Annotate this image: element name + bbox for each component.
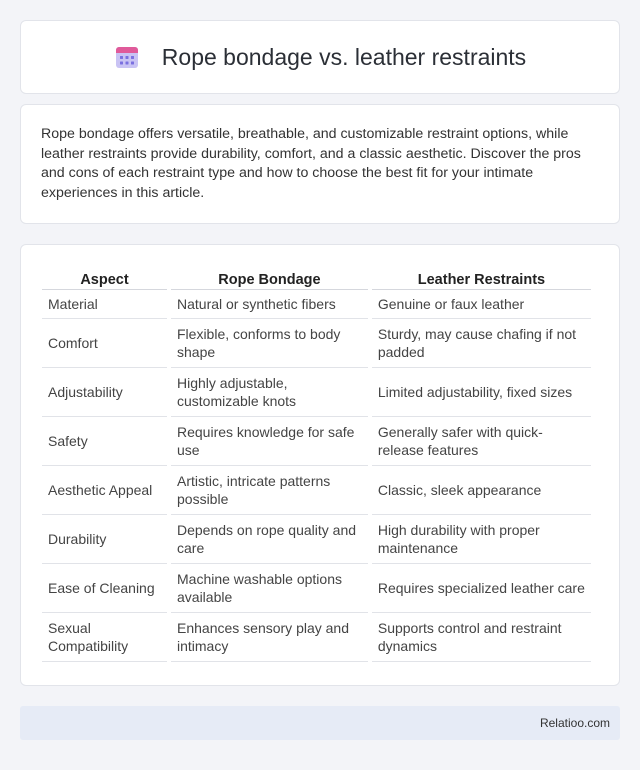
cell-rope: Artistic, intricate patterns possible [171, 466, 368, 515]
comparison-card [20, 244, 620, 686]
table-row [42, 368, 591, 417]
cell-leather: High durability with proper maintenance [372, 515, 591, 564]
table-row [42, 466, 591, 515]
footer [20, 706, 620, 740]
cell-rope: Flexible, conforms to body shape [171, 319, 368, 368]
cell-rope: Highly adjustable, customizable knots [171, 368, 368, 417]
cell-rope: Depends on rope quality and care [171, 515, 368, 564]
cell-rope: Natural or synthetic fibers [171, 290, 368, 319]
cell-aspect: Material [42, 290, 167, 319]
cell-leather: Sturdy, may cause chafing if not padded [372, 319, 591, 368]
table-row [42, 290, 591, 319]
cell-leather: Requires specialized leather care [372, 564, 591, 613]
footer-site-name: Relatioo.com [539, 716, 610, 730]
header-aspect: Aspect [42, 265, 167, 290]
cell-leather: Supports control and restraint dynamics [372, 613, 591, 662]
page-title: Rope bondage vs. leather restraints [161, 43, 527, 70]
table-row [42, 417, 591, 466]
cell-rope: Machine washable options available [171, 564, 368, 613]
cell-aspect: Comfort [42, 319, 167, 368]
table-row [42, 515, 591, 564]
cell-aspect: Safety [42, 417, 167, 466]
cell-aspect: Ease of Cleaning [42, 564, 167, 613]
title-card [20, 20, 620, 94]
cell-aspect: Aesthetic Appeal [42, 466, 167, 515]
cell-aspect: Durability [42, 515, 167, 564]
cell-leather: Genuine or faux leather [372, 290, 591, 319]
comparison-table [38, 265, 595, 662]
table-row [42, 319, 591, 368]
table-header-row [42, 265, 591, 290]
intro-card [20, 104, 620, 224]
cell-leather: Limited adjustability, fixed sizes [372, 368, 591, 417]
cell-leather: Classic, sleek appearance [372, 466, 591, 515]
table-row [42, 564, 591, 613]
table-row [42, 613, 591, 662]
cell-aspect: Adjustability [42, 368, 167, 417]
cell-rope: Requires knowledge for safe use [171, 417, 368, 466]
cell-aspect: Sexual Compatibility [42, 613, 167, 662]
header-rope-bondage: Rope Bondage [171, 265, 368, 290]
calendar-icon [114, 44, 140, 70]
cell-leather: Generally safer with quick-release features [372, 417, 591, 466]
intro-paragraph: Rope bondage offers versatile, breathable, and customizable restraint options, while leather restraints provide durability, comfort, and a classic aesthetic. Discover the pros and cons of each restraint type and how to choose the best fit for your intimate experiences in this article. [41, 126, 581, 201]
cell-rope: Enhances sensory play and intimacy [171, 613, 368, 662]
header-leather-restraints: Leather Restraints [372, 265, 591, 290]
